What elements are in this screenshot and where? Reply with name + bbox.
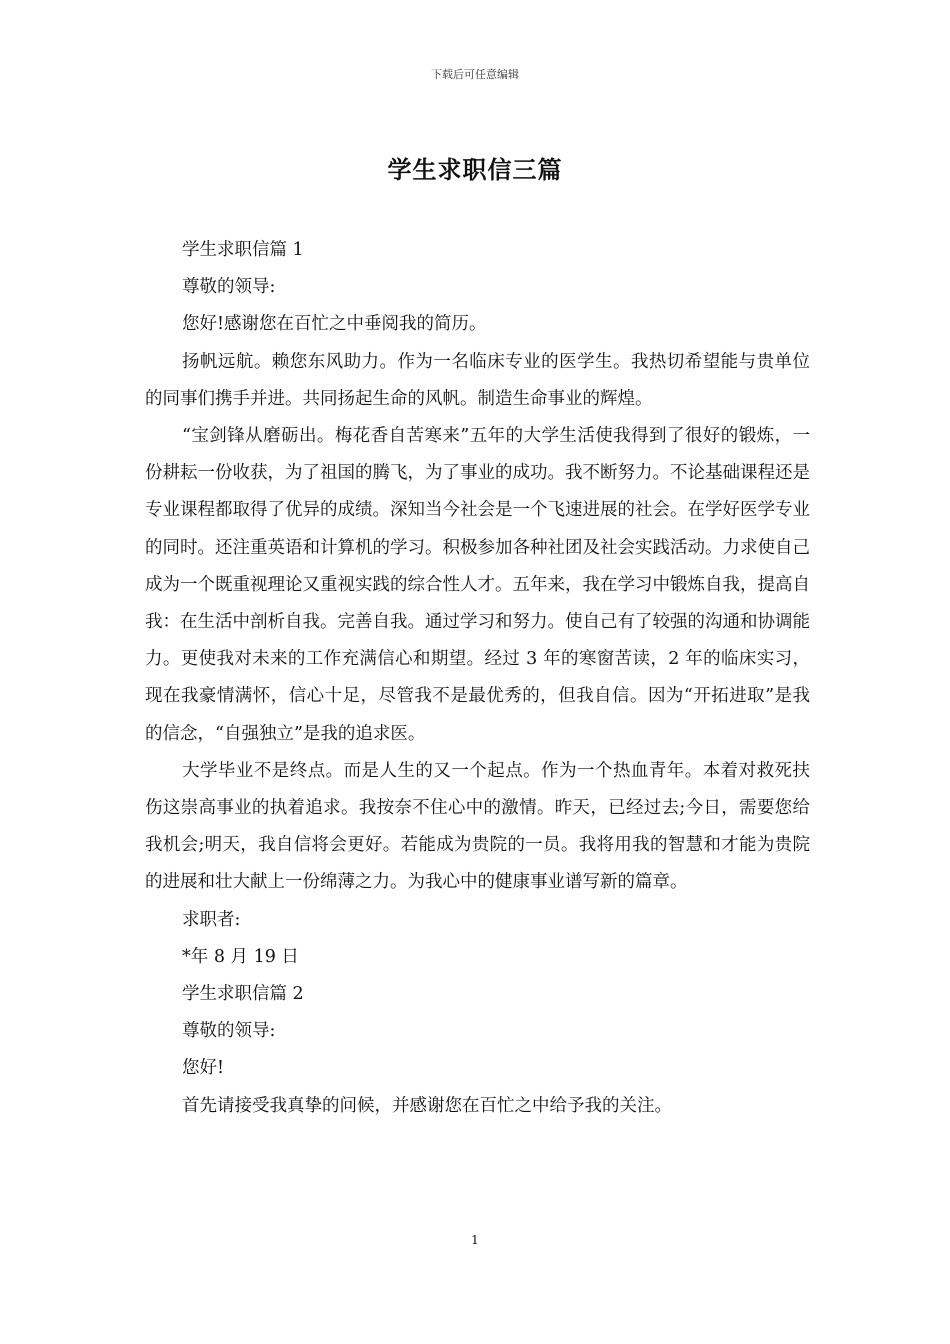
- paragraph-4: 首先请接受我真挚的问候，并感谢您在百忙之中给予我的关注。: [182, 1095, 672, 1116]
- document-title: 学生求职信三篇: [387, 155, 563, 184]
- section-heading-1: 学生求职信篇 1: [182, 240, 304, 260]
- greeting-2: 您好!: [182, 1058, 225, 1079]
- page-number: 1: [471, 1233, 479, 1247]
- salutation-1: 尊敬的领导:: [182, 277, 276, 298]
- letter-date: *年 8 月 19 日: [182, 946, 299, 967]
- document-body: [145, 232, 810, 1125]
- section-heading-2: 学生求职信篇 2: [182, 984, 304, 1005]
- header-note: 下载后可任意编辑: [431, 68, 519, 81]
- greeting-1: 您好!感谢您在百忙之中垂阅我的简历。: [182, 314, 487, 335]
- paragraph-3: 大学毕业不是终点。而是人生的又一个起点。作为一个热血青年。本着对救死扶伤这崇高事业的执着追求。我按奈不住心中的激情。昨天，已经过去;今日，需要您给我机会;明天，我自信将会更好。若能成为贵院的一员。我将用我的智慧和才能为贵院的进展和壮大献上一份绵薄之力。为我心中的健康事业谱写新的篇章。: [145, 760, 810, 893]
- salutation-2: 尊敬的领导:: [182, 1021, 276, 1042]
- signature-label: 求职者:: [182, 909, 241, 930]
- paragraph-2: “宝剑锋从磨砺出。梅花香自苦寒来”五年的大学生活使我得到了很好的锻炼，一份耕耘一份收获，为了祖国的腾飞，为了事业的成功。我不断努力。不论基础课程还是专业课程都取得了优异的成绩。深知当今社会是一个飞速进展的社会。在学好医学专业的同时。还注重英语和计算机的学习。积极参加各种社团及社会实践活动。力求使自己成为一个既重视理论又重视实践的综合性人才。五年来，我在学习中锻炼自我，提高自我：在生活中剖析自我。完善自我。通过学习和努力。使自己有了较强的沟通和协调能力。更使我对未来的工作充满信心和期望。经过 3 年的寒窗苦读，2 年的临床实习，现在我豪情满怀，信心十足，尽管我不是最优秀的，但我自信。因为“开拓进取”是我的信念，“自强独立”是我的追求医。: [145, 426, 810, 744]
- paragraph-1: 扬帆远航。赖您东风助力。作为一名临床专业的医学生。我热切希望能与贵单位的同事们携手并进。共同扬起生命的风帆。制造生命事业的辉煌。: [145, 351, 810, 409]
